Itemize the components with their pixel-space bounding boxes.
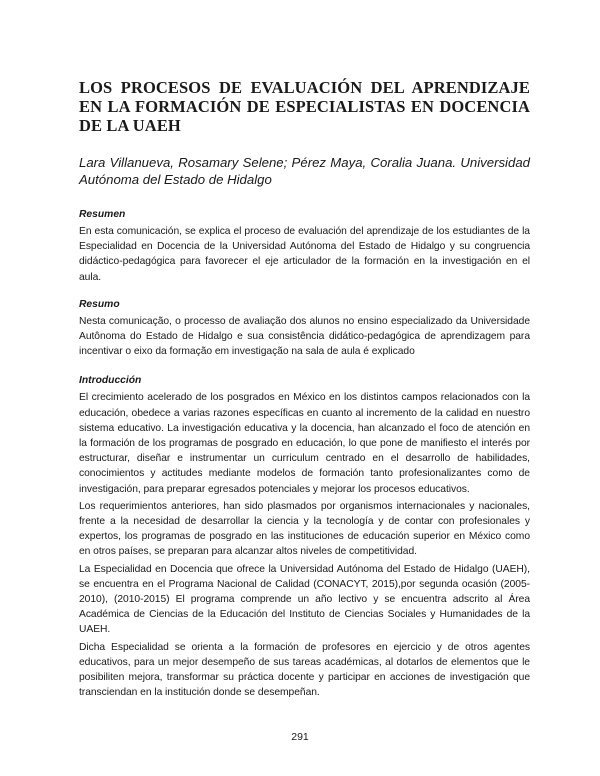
authors-affiliation: Lara Villanueva, Rosamary Selene; Pérez Maya, Coralia Juana. Universidad Autónoma del Estado de Hidalgo — [79, 155, 530, 187]
introduccion-body — [79, 390, 530, 700]
intro-paragraph-2: Los requerimientos anteriores, han sido plasmados por organismos internacionales y nacionales, frente a la necesidad de desarrollar la ciencia y la tecnología y de contar con profesionales y expertos, los programas de posgrado en las instituciones de educación superior en México como en otros países, se preparan para alcanzar altos niveles de competitividad. — [79, 500, 530, 558]
page-number: 291 — [291, 731, 309, 743]
page-content — [79, 78, 530, 702]
paper-title: LOS PROCESOS DE EVALUACIÓN DEL APRENDIZAJE EN LA FORMACIÓN DE ESPECIALISTAS EN DOCENCIA DE LA UAEH — [79, 78, 530, 135]
intro-paragraph-1: El crecimiento acelerado de los posgrados en México en los distintos campos relacionados con la educación, obedece a varias razones específicas en cuanto al incremento de la calidad en nuestro sistema educativo. La investigación educativa y la docencia, han alcanzado el foco de atención en la formación de los programas de posgrado en educación, lo que pone de manifiesto el interés por estructurar, diseñar e instrumentar un curriculum centrado en el desarrollo de habilidades, conocimientos y actitudes mediante modelos de formación tanto profesionalizantes como de investigación, para preparar egresados potenciales y mejorar los procesos educativos. — [79, 392, 530, 495]
resumen-text: En esta comunicación, se explica el proceso de evaluación del aprendizaje de los estudiantes de la Especialidad en Docencia de la Universidad Autónoma del Estado de Hidalgo y su congruencia didáctico-pedagógica para favorecer el eje articulador de la formación en la investigación en el aula. — [79, 226, 530, 283]
intro-paragraph-3: La Especialidad en Docencia que ofrece la Universidad Autónoma del Estado de Hidalgo (UAEH), se encuentra en el Programa Nacional de Calidad (CONACYT, 2015),por segunda ocasión (2005-2010), (2010-2015) El programa comprende un año lectivo y se encuentra adscrito al Área Académica de Ciencias de la Educación del Instituto de Ciencias Sociales y Humanidades de la UAEH. — [79, 563, 530, 636]
introduccion-heading: Introducción — [79, 375, 142, 387]
resumo-heading: Resumo — [79, 298, 120, 310]
resumen-heading: Resumen — [79, 209, 126, 220]
resumo-text: Nesta comunicação, o processo de avaliação dos alunos no ensino especializado da Universidade Autônoma do Estado de Hidalgo e sua consistência didático-pedagógica de aprendizagem para incentivar o eixo da formação em investigação na sala de aula é explicado — [79, 315, 530, 358]
intro-paragraph-4: Dicha Especialidad se orienta a la formación de profesores en ejercicio y de otros agentes educativos, para un mejor desempeño de sus tareas académicas, al dotarlos de elementos que le posibiliten mejora, transformar su práctica docente y participar en acciones de investigación que transciendan en la institución donde se desempeñan. — [79, 641, 530, 699]
